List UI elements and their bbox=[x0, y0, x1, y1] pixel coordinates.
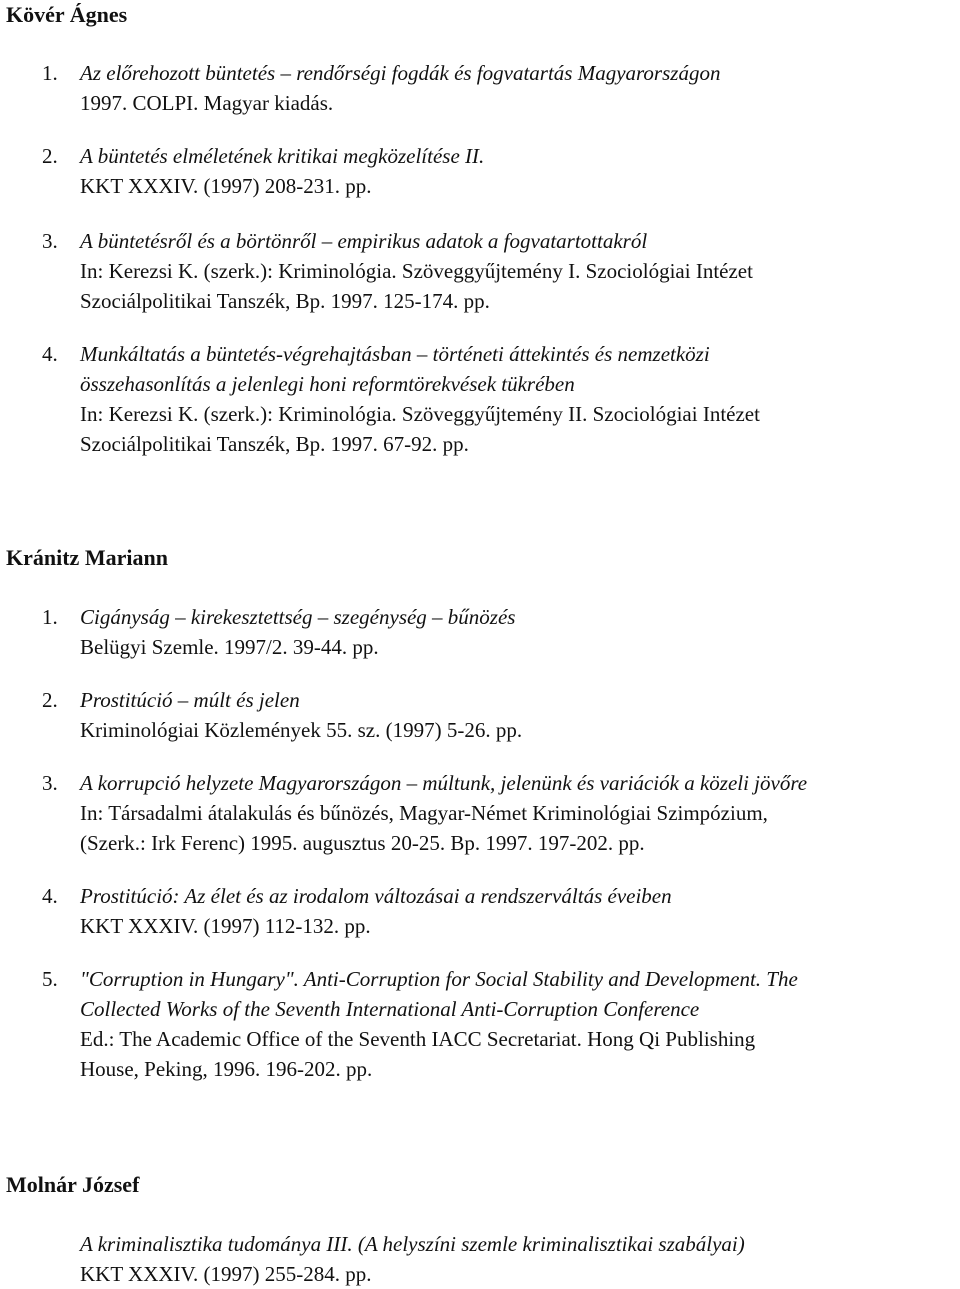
entry-source: In: Kerezsi K. (szerk.): Kriminológia. Szöveggyűjtemény II. Szociológiai Intézet bbox=[80, 402, 760, 426]
author-heading: Molnár József bbox=[6, 1172, 140, 1197]
entry-source: 1997. COLPI. Magyar kiadás. bbox=[80, 91, 334, 115]
bibliography-entry bbox=[80, 1229, 952, 1289]
entry-number: 1. bbox=[42, 605, 58, 629]
entry-number: 3. bbox=[42, 229, 58, 253]
entry-title: Az előrehozott büntetés – rendőrségi fogdák és fogvatartás Magyarországon bbox=[80, 61, 721, 85]
entry-title: A kriminalisztika tudománya III. (A helyszíni szemle kriminalisztikai szabályai) bbox=[80, 1232, 745, 1256]
entry-number: 2. bbox=[42, 144, 58, 168]
entry-source: Kriminológiai Közlemények 55. sz. (1997) 5-26. pp. bbox=[80, 718, 523, 742]
entry-source: (Szerk.: Irk Ferenc) 1995. augusztus 20-25. Bp. 1997. 197-202. pp. bbox=[80, 831, 645, 855]
entry-source: House, Peking, 1996. 196-202. pp. bbox=[80, 1057, 373, 1081]
entry-title: A korrupció helyzete Magyarországon – múltunk, jelenünk és variációk a közeli jövőre bbox=[80, 771, 808, 795]
entry-title: Prostitúció: Az élet és az irodalom változásai a rendszerváltás éveiben bbox=[80, 884, 672, 908]
entry-source: KKT XXXIV. (1997) 208-231. pp. bbox=[80, 174, 372, 198]
entry-number: 2. bbox=[42, 688, 58, 712]
entry-source: In: Társadalmi átalakulás és bűnözés, Magyar-Német Kriminológiai Szimpózium, bbox=[80, 801, 768, 825]
entry-source: In: Kerezsi K. (szerk.): Kriminológia. Szöveggyűjtemény I. Szociológiai Intézet bbox=[80, 259, 753, 283]
author-heading: Kránitz Mariann bbox=[6, 545, 168, 570]
entry-source: KKT XXXIV. (1997) 112-132. pp. bbox=[80, 914, 371, 938]
entry-title: Prostitúció – múlt és jelen bbox=[80, 688, 300, 712]
entry-source: Belügyi Szemle. 1997/2. 39-44. pp. bbox=[80, 635, 379, 659]
entry-number: 4. bbox=[42, 884, 58, 908]
entry-number: 4. bbox=[42, 342, 58, 366]
entry-number: 1. bbox=[42, 61, 58, 85]
entry-title: Collected Works of the Seventh International Anti-Corruption Conference bbox=[80, 997, 700, 1021]
entry-source: KKT XXXIV. (1997) 255-284. pp. bbox=[80, 1262, 372, 1286]
entry-title: Cigányság – kirekesztettség – szegénység – bűnözés bbox=[80, 605, 516, 629]
entry-title: "Corruption in Hungary". Anti-Corruption for Social Stability and Development. The bbox=[80, 967, 798, 991]
entry-number: 5. bbox=[42, 967, 58, 991]
entry-title: Munkáltatás a büntetés-végrehajtásban – történeti áttekintés és nemzetközi bbox=[80, 342, 710, 366]
entry-source: Szociálpolitikai Tanszék, Bp. 1997. 67-92. pp. bbox=[80, 432, 469, 456]
entry-source: Ed.: The Academic Office of the Seventh IACC Secretariat. Hong Qi Publishing bbox=[80, 1027, 756, 1051]
entry-title: A büntetés elméletének kritikai megközelítése II. bbox=[80, 144, 485, 168]
entry-number: 3. bbox=[42, 771, 58, 795]
entry-title: A büntetésről és a börtönről – empirikus adatok a fogvatartottakról bbox=[80, 229, 648, 253]
entry-source: Szociálpolitikai Tanszék, Bp. 1997. 125-174. pp. bbox=[80, 289, 490, 313]
entry-title: összehasonlítás a jelenlegi honi reformtörekvések tükrében bbox=[80, 372, 575, 396]
author-heading: Kövér Ágnes bbox=[6, 2, 128, 27]
